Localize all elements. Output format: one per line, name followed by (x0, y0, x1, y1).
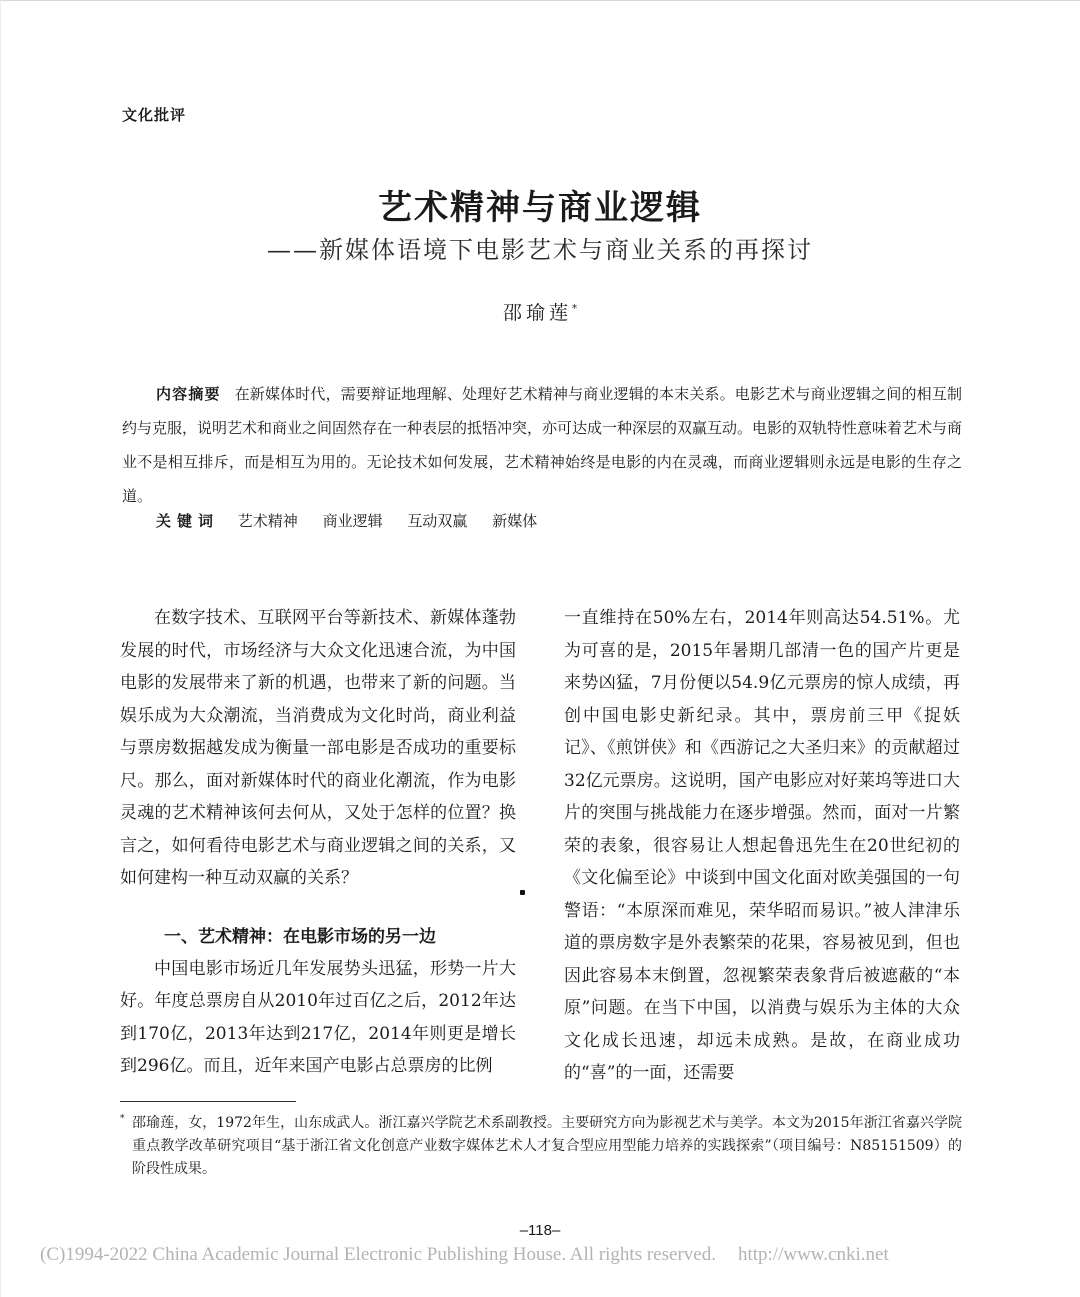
keywords-label: 关键词 (156, 512, 220, 530)
section-label: 文化批评 (122, 106, 187, 124)
article-title: 艺术精神与商业逻辑 (378, 188, 702, 228)
footnote-divider (120, 1101, 296, 1102)
abstract (122, 377, 962, 513)
author-line (0, 298, 1080, 325)
abstract-label: 内容摘要 (156, 385, 221, 403)
keyword: 艺术精神 (237, 512, 298, 530)
body-column-left (120, 602, 516, 1083)
page-number: –118– (519, 1222, 561, 1239)
article-subtitle: ——新媒体语境下电影艺术与商业关系的再探讨 (267, 236, 813, 264)
footnote-text: 邵瑜莲，女，1972年生，山东成武人。浙江嘉兴学院艺术系副教授。主要研究方向为影视艺术与美学。本文为2015年浙江省嘉兴学院重点教学改革研究项目“基于浙江省文化创意产业数字媒体艺术人才复合型应用型能力培养的实践探索”（项目编号：N85151509）的阶段性成果。 (132, 1115, 962, 1177)
copyright-notice: (C)1994-2022 China Academic Journal Electronic Publishing House. All rights reserved. (40, 1244, 716, 1265)
copyright-watermark (40, 1244, 889, 1266)
copyright-url: http://www.cnki.net (737, 1244, 889, 1265)
body-column-right (564, 602, 960, 1090)
abstract-text: 在新媒体时代，需要辩证地理解、处理好艺术精神与商业逻辑的本末关系。电影艺术与商业逻辑之间的相互制约与克服，说明艺术和商业之间固然存在一种表层的抵牾冲突，亦可达成一种深层的双赢互动。电影的双轨特性意味着艺术与商业不是相互排斥，而是相互为用的。无论技术如何发展，艺术精神始终是电影的内在灵魂，而商业逻辑则永远是电影的生存之道。 (122, 385, 963, 505)
keyword: 新媒体 (492, 512, 538, 530)
body-paragraph: 中国电影市场近几年发展势头迅猛，形势一片大好。年度总票房自从2010年过百亿之后，2012年达到170亿，2013年达到217亿，2014年则更是增长到296亿。而且，近年来国产电影占总票房的比例 (120, 958, 516, 1076)
body-paragraph-continued: 一直维持在50%左右，2014年则高达54.51%。尤为可喜的是，2015年暑期几部清一色的国产片更是来势凶猛，7月份便以54.9亿元票房的惊人成绩，再创中国电影史新纪录。其中，票房前三甲《捉妖记》、《煎饼侠》和《西游记之大圣归来》的贡献超过32亿元票房。这说明，国产电影应对好莱坞等进口大片的突围与挑战能力在逐步增强。然而，面对一片繁荣的表象，很容易让人想起鲁迅先生在20世纪初的《文化偏至论》中谈到中国文化面对欧美强国的一句警语：“本原深而难见，荣华昭而易识。”被人津津乐道的票房数字是外表繁荣的花果，容易被见到，但也因此容易本末倒置，忽视繁荣表象背后被遮蔽的“本原”问题。在当下中国，以消费与娱乐为主体的大众文化成长迅速，却远未成熟。是故，在商业成功的“喜”的一面，还需要 (564, 608, 960, 1083)
section-heading: 一、艺术精神：在电影市场的另一边 (164, 926, 436, 947)
keyword: 互动双赢 (407, 512, 468, 530)
keywords (156, 506, 557, 536)
author-name: 邵瑜莲 (502, 302, 572, 324)
footnote-mark: * (120, 1114, 125, 1124)
intro-paragraph: 在数字技术、互联网平台等新技术、新媒体蓬勃发展的时代，市场经济与大众文化迅速合流，为中国电影的发展带来了新的机遇，也带来了新的问题。当娱乐成为大众潮流，当消费成为文化时尚，商业利益与票房数据越发成为衡量一部电影是否成功的重要标尺。那么，面对新媒体时代的商业化潮流，作为电影灵魂的艺术精神该何去何从，又处于怎样的位置？换言之，如何看待电影艺术与商业逻辑之间的关系，又如何建构一种互动双赢的关系？ (120, 608, 516, 888)
footnote (120, 1112, 962, 1181)
scan-mark (520, 890, 525, 895)
author-footnote-mark: * (572, 303, 577, 315)
keyword: 商业逻辑 (322, 512, 383, 530)
